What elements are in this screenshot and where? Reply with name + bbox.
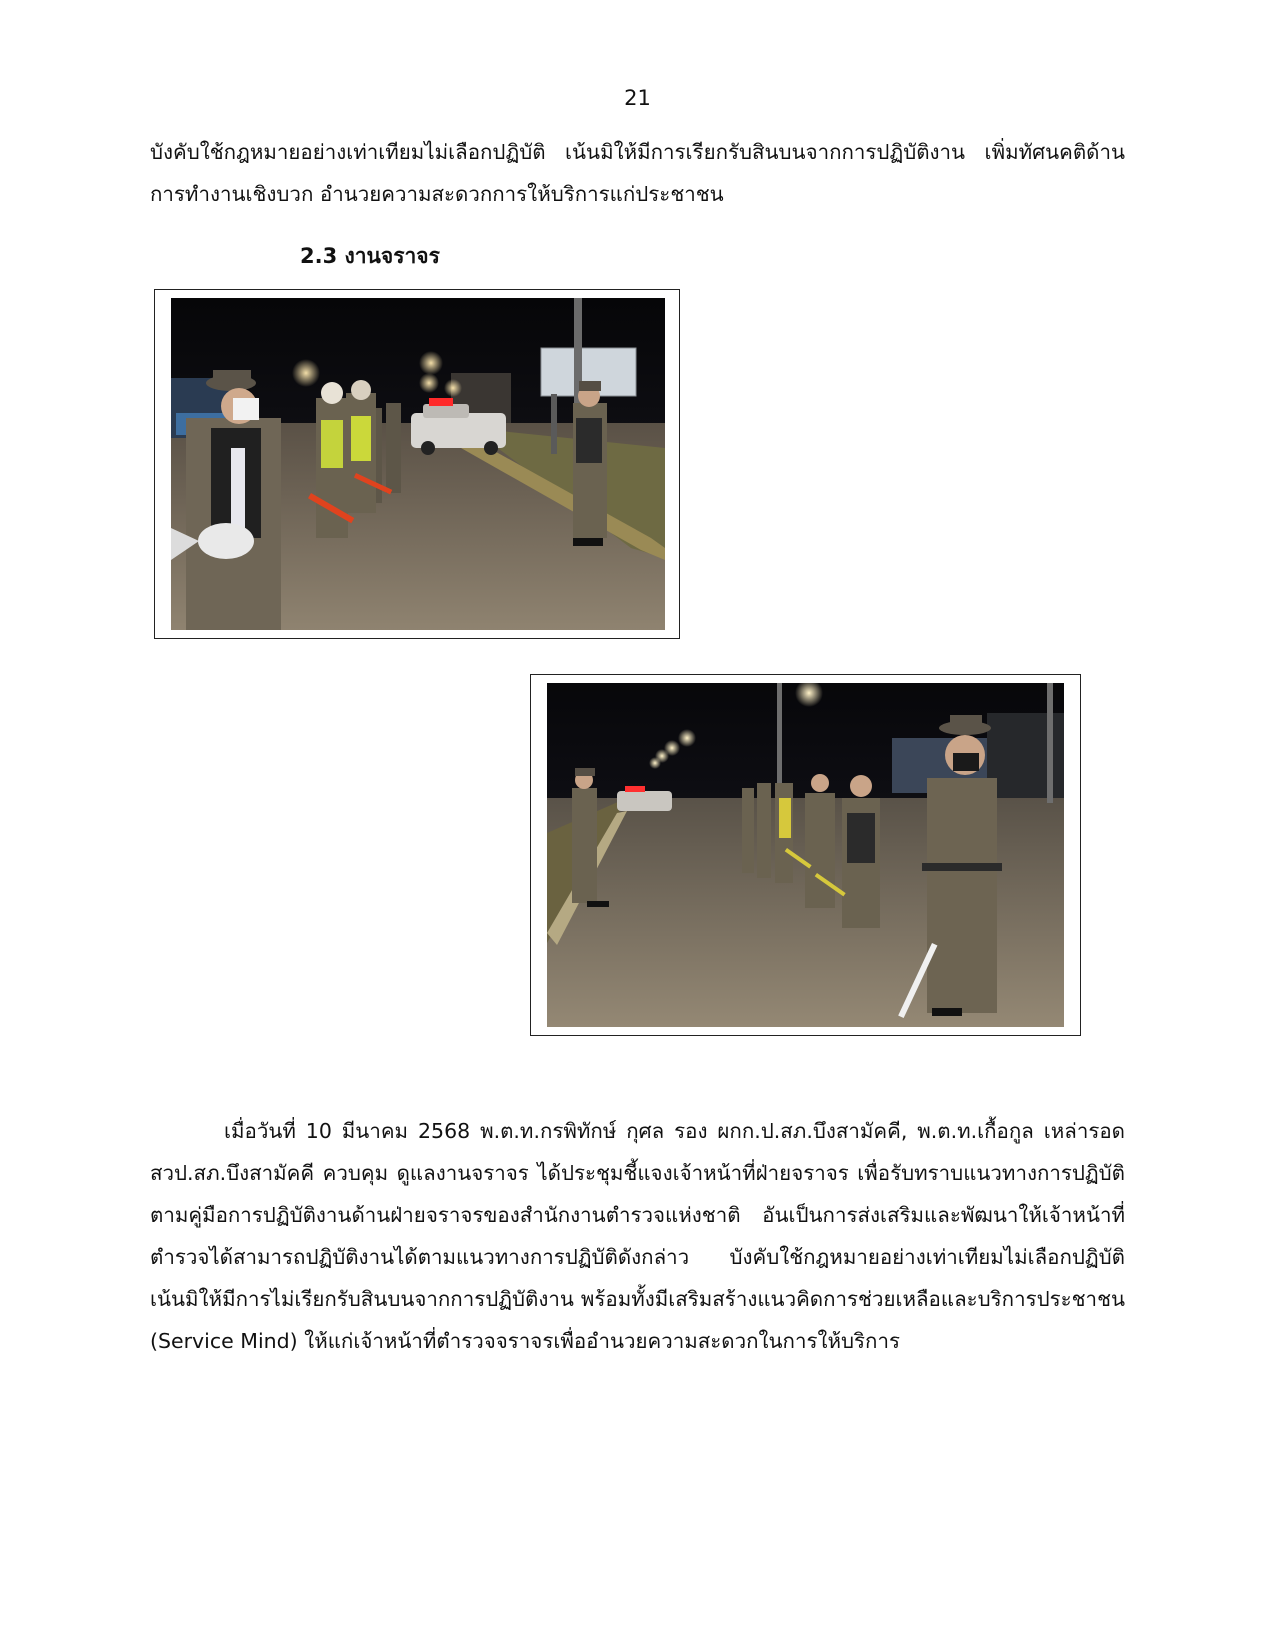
body-paragraph [150, 1110, 1125, 1362]
intro-paragraph [150, 131, 1125, 215]
paragraph-line: ตามคู่มือการปฏิบัติงานด้านฝ่ายจราจรของสำนักงานตำรวจแห่งชาติ อันเป็นการส่งเสริมและพัฒนาให้เจ้าหน้าที่ [150, 1203, 1125, 1227]
photo-frame [154, 289, 680, 639]
page-number: 21 [624, 86, 651, 110]
photo-frame [530, 674, 1081, 1036]
paragraph-line: สวป.สภ.บึงสามัคคี ควบคุม ดูแลงานจราจร ได้ประชุมชี้แจงเจ้าหน้าที่ฝ่ายจราจร เพื่อรับทราบแนวทางการปฏิบัติ [150, 1161, 1125, 1185]
paragraph-line: บังคับใช้กฎหมายอย่างเท่าเทียมไม่เลือกปฏิบัติ เน้นมิให้มีการเรียกรับสินบนจากการปฏิบัติงาน เพิ่มทัศนคติด้าน [150, 140, 1125, 164]
paragraph-line: การทำงานเชิงบวก อำนวยความสะดวกการให้บริการแก่ประชาชน [150, 182, 724, 206]
paragraph-line: ตำรวจได้สามารถปฏิบัติงานได้ตามแนวทางการปฏิบัติดังกล่าว บังคับใช้กฎหมายอย่างเท่าเทียมไม่เลือกปฏิบัติ [150, 1245, 1125, 1269]
paragraph-line: เน้นมิให้มีการไม่เรียกรับสินบนจากการปฏิบัติงาน พร้อมทั้งมีเสริมสร้างแนวคิดการช่วยเหลือและบริการประชาชน [150, 1287, 1125, 1311]
paragraph-line: เมื่อวันที่ 10 มีนาคม 2568 พ.ต.ท.กรพิทักษ์ กุศล รอง ผกก.ป.สภ.บึงสามัคคี, พ.ต.ท.เกื้อกูล เหล่ารอด [224, 1119, 1125, 1143]
paragraph-line: (Service Mind) ให้แก่เจ้าหน้าที่ตำรวจจราจรเพื่ออำนวยความสะดวกในการให้บริการ [150, 1329, 900, 1353]
traffic-checkpoint-photo-2 [547, 683, 1064, 1027]
section-heading: 2.3 งานจราจร [300, 244, 440, 268]
traffic-checkpoint-photo-1 [171, 298, 665, 630]
